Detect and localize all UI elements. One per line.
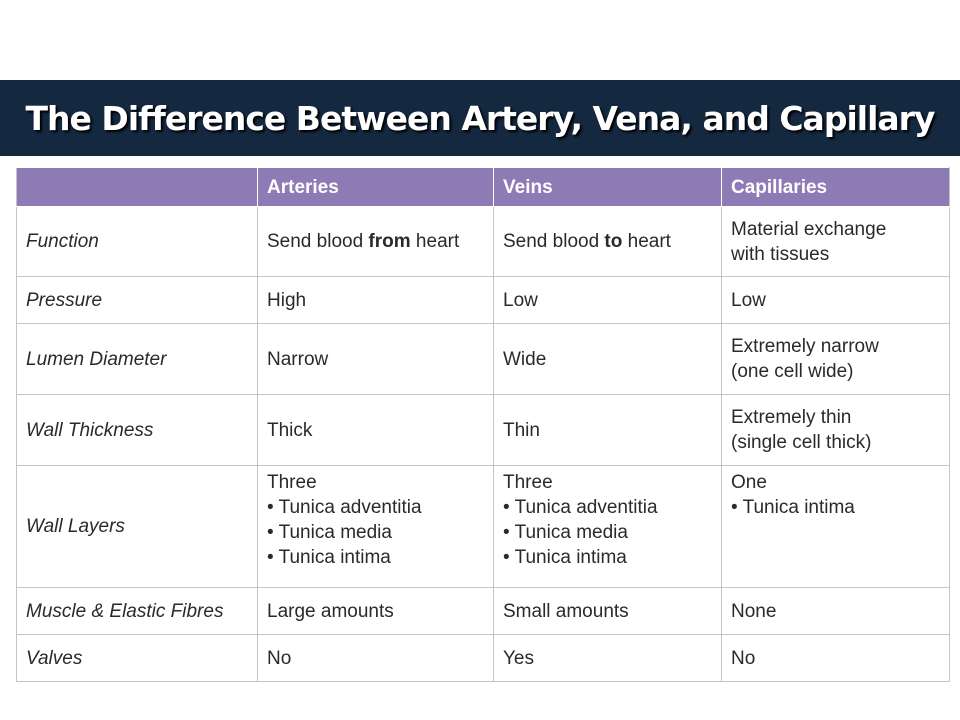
cell-line: Extremely narrow <box>731 336 879 357</box>
list-item: • Tunica media <box>503 522 628 543</box>
cell-veins: Thin <box>494 395 722 466</box>
layer-count: One <box>731 472 767 493</box>
row-label: Pressure <box>17 277 258 324</box>
table-row-wall-thickness <box>17 395 950 466</box>
table-row-pressure <box>17 277 950 324</box>
header-arteries: Arteries <box>258 168 494 207</box>
cell-veins: Low <box>494 277 722 324</box>
cell-arteries <box>258 466 494 588</box>
table-row-lumen-diameter <box>17 324 950 395</box>
row-label: Function <box>17 207 258 277</box>
cell-veins <box>494 466 722 588</box>
cell-line: Extremely thin <box>731 407 852 428</box>
cell-capillaries: None <box>722 588 950 635</box>
comparison-table <box>16 167 950 682</box>
cell-arteries: No <box>258 635 494 682</box>
header-veins: Veins <box>494 168 722 207</box>
row-label: Lumen Diameter <box>17 324 258 395</box>
cell-line: (single cell thick) <box>731 432 872 453</box>
title-bar <box>0 80 960 156</box>
cell-line: Material exchange <box>731 218 887 240</box>
cell-arteries: Thick <box>258 395 494 466</box>
cell-emphasis: from <box>368 231 411 252</box>
cell-text: Send blood <box>503 231 605 252</box>
cell-capillaries <box>722 324 950 395</box>
cell-arteries <box>258 207 494 277</box>
cell-line: with tissues <box>731 243 830 265</box>
list-item: • Tunica intima <box>731 497 855 518</box>
row-label: Valves <box>17 635 258 682</box>
cell-arteries: High <box>258 277 494 324</box>
cell-veins: Yes <box>494 635 722 682</box>
row-label: Muscle & Elastic Fibres <box>17 588 258 635</box>
list-item: • Tunica adventitia <box>267 497 422 518</box>
list-item: • Tunica adventitia <box>503 497 658 518</box>
cell-arteries: Narrow <box>258 324 494 395</box>
list-item: • Tunica media <box>267 522 392 543</box>
header-row <box>17 168 950 207</box>
cell-veins <box>494 207 722 277</box>
cell-emphasis: to <box>604 231 623 252</box>
row-label: Wall Layers <box>17 466 258 588</box>
cell-capillaries: No <box>722 635 950 682</box>
cell-text: heart <box>622 231 671 252</box>
layer-count: Three <box>503 472 553 493</box>
header-corner <box>17 168 258 207</box>
cell-text: heart <box>410 231 460 252</box>
cell-capillaries <box>722 207 950 277</box>
layer-count: Three <box>267 472 317 493</box>
list-item: • Tunica intima <box>267 547 391 568</box>
cell-arteries: Large amounts <box>258 588 494 635</box>
cell-line: (one cell wide) <box>731 361 854 382</box>
slide-title: The Difference Between Artery, Vena, and Capillary <box>25 98 935 138</box>
row-label: Wall Thickness <box>17 395 258 466</box>
cell-capillaries <box>722 466 950 588</box>
cell-veins: Wide <box>494 324 722 395</box>
table-row-fibres <box>17 588 950 635</box>
cell-text: Send blood <box>267 231 369 252</box>
cell-capillaries <box>722 395 950 466</box>
table-row-valves <box>17 635 950 682</box>
cell-capillaries: Low <box>722 277 950 324</box>
list-item: • Tunica intima <box>503 547 627 568</box>
table-row-wall-layers <box>17 466 950 588</box>
header-capillaries: Capillaries <box>722 168 950 207</box>
table-row-function <box>17 207 950 277</box>
cell-veins: Small amounts <box>494 588 722 635</box>
